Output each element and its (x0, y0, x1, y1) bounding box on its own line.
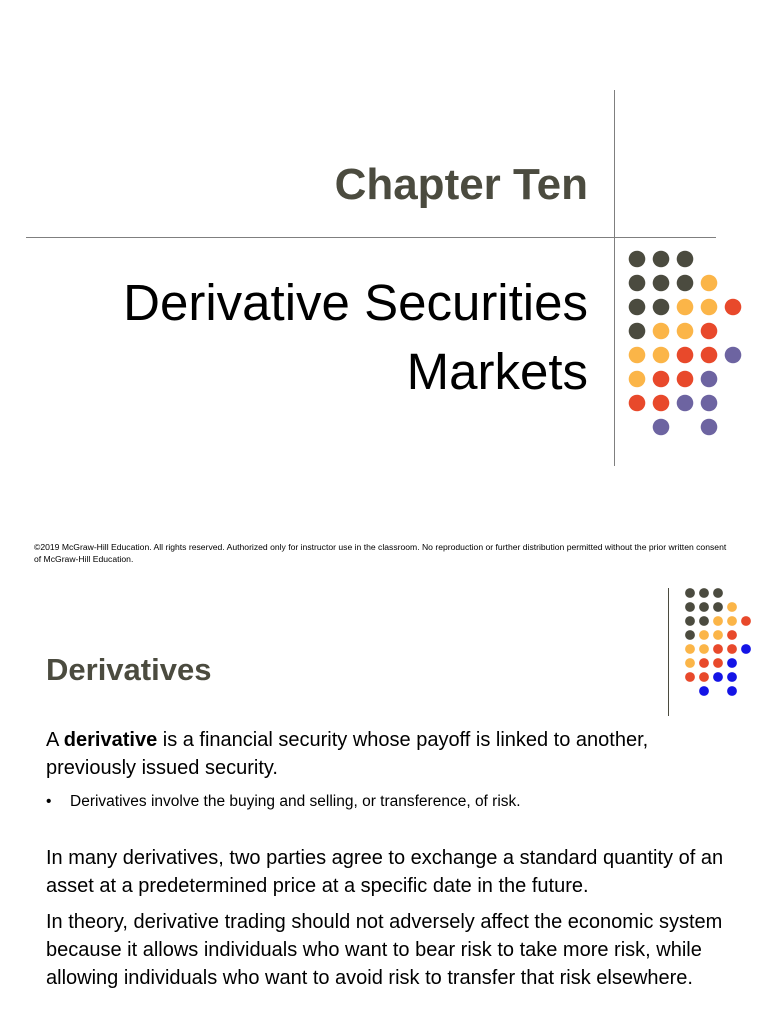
decorative-dot (685, 644, 695, 654)
decorative-dot (653, 275, 670, 292)
decorative-dot (685, 630, 695, 640)
decorative-dot (701, 323, 718, 340)
decorative-dot (677, 299, 694, 316)
decorative-dot (701, 395, 718, 412)
definition-term: derivative (63, 729, 158, 751)
slide-heading: Derivatives (46, 652, 212, 687)
decorative-dot (677, 347, 694, 364)
decorative-dot (699, 686, 709, 696)
decorative-dot (725, 347, 742, 364)
definition-text: is a financial security whose payoff is linked to another, previously issued security. (46, 729, 649, 779)
decorative-dot (653, 299, 670, 316)
decorative-dot (653, 419, 670, 436)
decorative-dot (629, 347, 646, 364)
decorative-dot (699, 672, 709, 682)
chapter-title: Chapter Ten (334, 160, 588, 209)
decorative-dot (713, 644, 723, 654)
decorative-dot (629, 323, 646, 340)
decorative-dot (713, 588, 723, 598)
definition-paragraph (46, 726, 736, 782)
decorative-dot (713, 630, 723, 640)
decorative-dot (727, 672, 737, 682)
copyright-notice: ©2019 McGraw-Hill Education. All rights reserved. Authorized only for instructor use in the classroom. No reproduction or further distribution permitted without the prior written consent of McGraw-Hill Education. (34, 542, 727, 564)
decorative-dot (701, 275, 718, 292)
decorative-dot (653, 395, 670, 412)
decorative-dot (699, 588, 709, 598)
decorative-dot (677, 371, 694, 388)
bullet-text: Derivatives involve the buying and selling, or transference, of risk. (70, 793, 521, 810)
decorative-dot (685, 588, 695, 598)
decorative-dot (629, 299, 646, 316)
title-line-2: Markets (406, 343, 588, 400)
decorative-dot (629, 275, 646, 292)
decorative-dot (713, 672, 723, 682)
decorative-dot (699, 644, 709, 654)
title-line-1: Derivative Securities (123, 274, 588, 331)
decorative-dot (677, 275, 694, 292)
decorative-dot (727, 658, 737, 668)
body-paragraph-3: In theory, derivative trading should not adversely affect the economic system because it allows individuals who want to bear risk to take more risk, while allowing individuals who want to avoid risk to transfer that risk elsewhere. (46, 911, 723, 989)
decorative-dot (699, 630, 709, 640)
decorative-dot (741, 616, 751, 626)
decorative-dot (653, 251, 670, 268)
decorative-dot (699, 658, 709, 668)
decorative-dot (629, 371, 646, 388)
decorative-dot (653, 371, 670, 388)
decorative-dot (699, 616, 709, 626)
decorative-dot (727, 644, 737, 654)
decorative-dot (701, 347, 718, 364)
decorative-dot (629, 395, 646, 412)
decorative-dot (713, 602, 723, 612)
body-paragraph-2: In many derivatives, two parties agree to exchange a standard quantity of an asset at a predetermined price at a specific date in the future. (46, 847, 724, 897)
decorative-dot (727, 602, 737, 612)
decorative-dot (713, 658, 723, 668)
decorative-dot (727, 616, 737, 626)
decorative-dot (701, 371, 718, 388)
content-slide (0, 576, 768, 1024)
bullet-mark: • (46, 793, 52, 810)
decorative-dot (685, 616, 695, 626)
decorative-dot (725, 299, 742, 316)
decorative-dot (701, 299, 718, 316)
decorative-dot (701, 419, 718, 436)
decorative-dot (685, 658, 695, 668)
decorative-dot (713, 616, 723, 626)
decorative-dot (699, 602, 709, 612)
decorative-dot (653, 323, 670, 340)
decorative-dot (741, 644, 751, 654)
decorative-dot (629, 251, 646, 268)
decorative-dot (653, 347, 670, 364)
decorative-dot (677, 251, 694, 268)
decorative-dot (677, 323, 694, 340)
decorative-dot (727, 686, 737, 696)
definition-prefix: A (46, 729, 64, 751)
decorative-dot (685, 602, 695, 612)
decorative-dot (685, 672, 695, 682)
decorative-dot (727, 630, 737, 640)
decorative-dot (677, 395, 694, 412)
